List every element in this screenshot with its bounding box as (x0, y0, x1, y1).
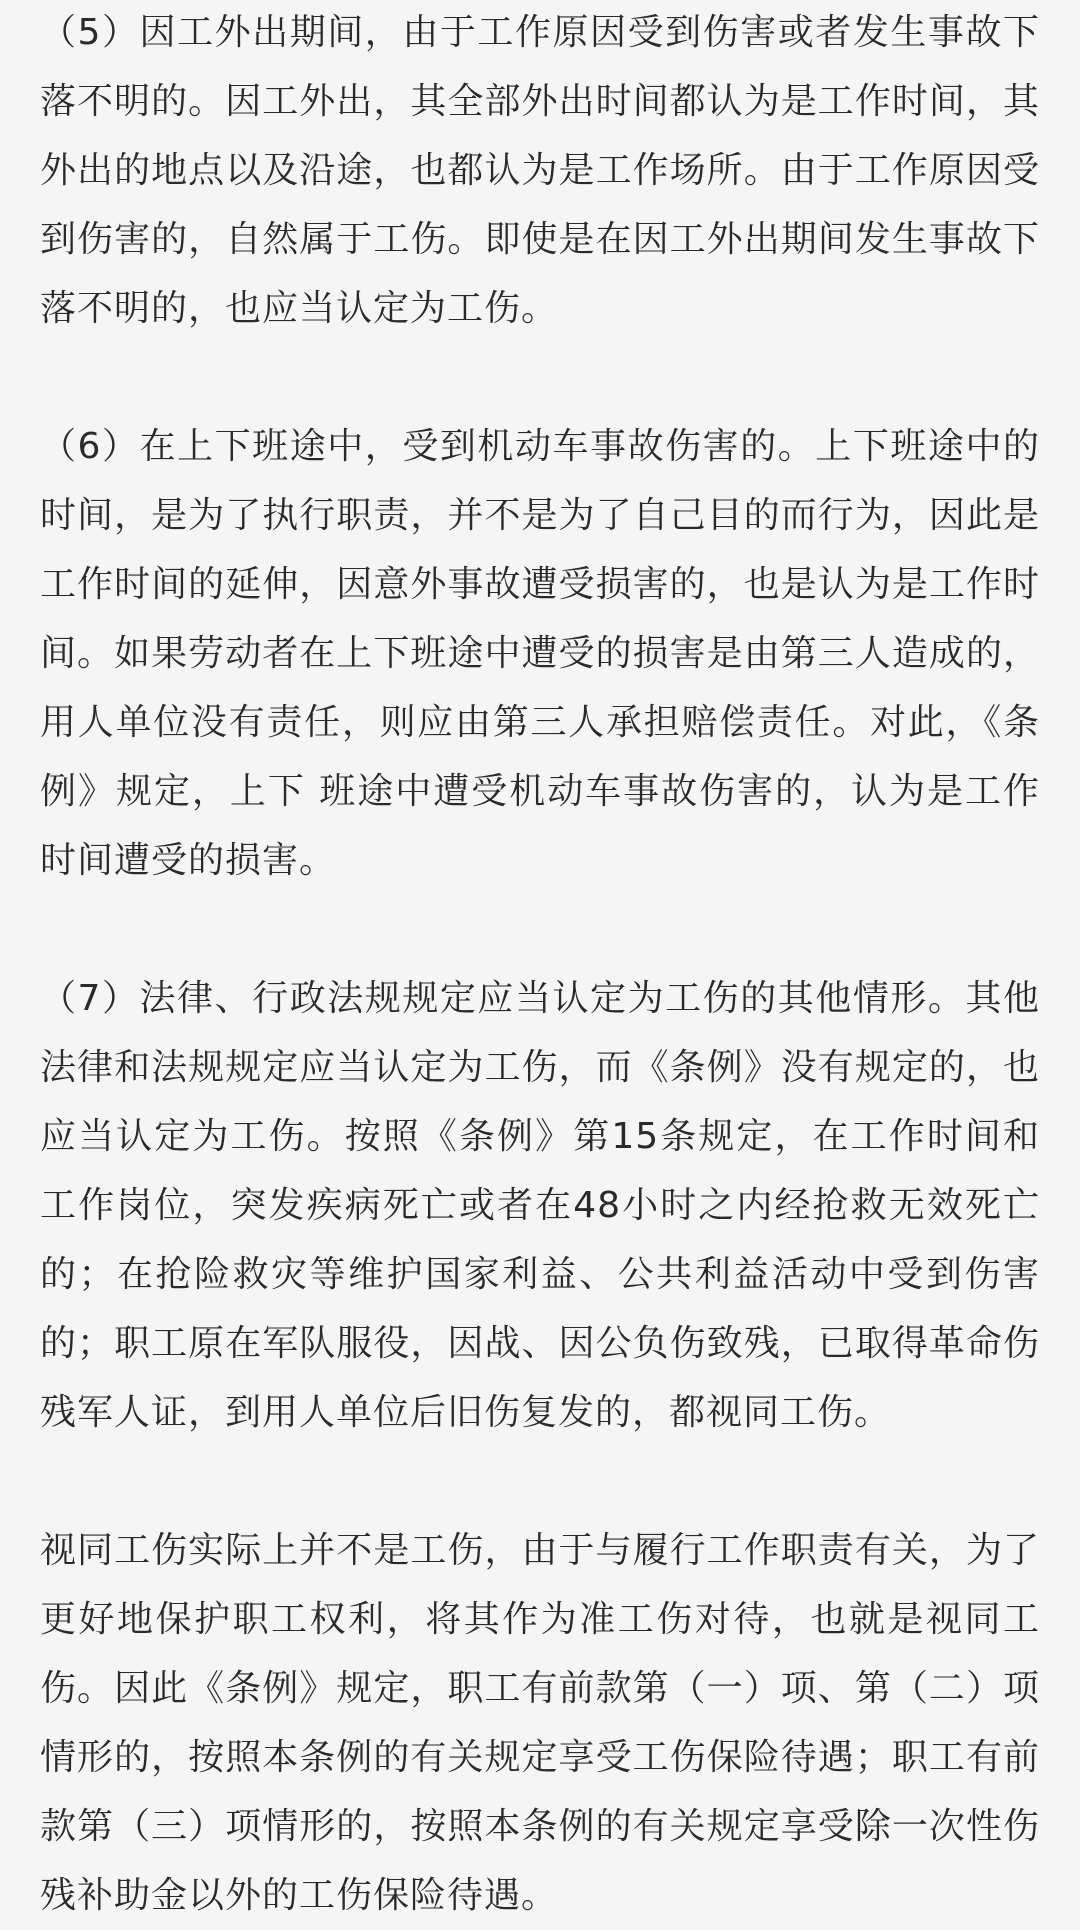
paragraph-gap (40, 1447, 1040, 1516)
paragraph-5: （5）因工外出期间，由于工作原因受到伤害或者发生事故下落不明的。因工外出，其全部外出时间都认为是工作时间，其外出的地点以及沿途，也都认为是工作场所。由于工作原因受到伤害的，自然属于工伤。即使是在因工外出期间发生事故下落不明的，也应当认定为工伤。 (40, 12, 1040, 329)
paragraph-6: （6）在上下班途中，受到机动车事故伤害的。上下班途中的时间，是为了执行职责，并不是为了自己目的而行为，因此是工作时间的延伸，因意外事故遭受损害的，也是认为是工作时间。如果劳动者在上下班途中遭受的损害是由第三人造成的，用人单位没有责任，则应由第三人承担赔偿责任。对此，《条例》规定，上下 班途中遭受机动车事故伤害的，认为是工作时间遭受的损害。 (40, 426, 1040, 881)
paragraph-gap (40, 895, 1040, 964)
paragraph-7: （7）法律、行政法规规定应当认定为工伤的其他情形。其他法律和法规规定应当认定为工伤，而《条例》没有规定的，也应当认定为工伤。按照《条例》第15条规定，在工作时间和工作岗位，突发疾病死亡或者在48小时之内经抢救无效死亡的；在抢险救灾等维护国家利益、公共利益活动中受到伤害的；职工原在军队服役，因战、因公负伤致残，已取得革命伤残军人证，到用人单位后旧伤复发的，都视同工伤。 (40, 978, 1040, 1433)
paragraph-deemed-injury: 视同工伤实际上并不是工伤，由于与履行工作职责有关，为了更好地保护职工权利，将其作为准工伤对待，也就是视同工伤。因此《条例》规定，职工有前款第（一）项、第（二）项情形的，按照本条例的有关规定享受工伤保险待遇；职工有前款第（三）项情形的，按照本条例的有关规定享受除一次性伤残补助金以外的工伤保险待遇。 (40, 1530, 1040, 1916)
paragraph-gap (40, 343, 1040, 412)
